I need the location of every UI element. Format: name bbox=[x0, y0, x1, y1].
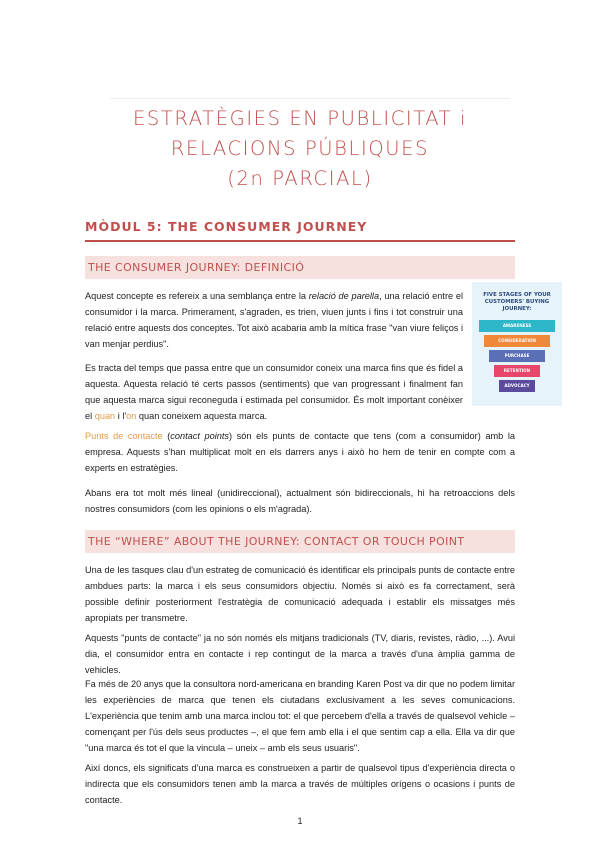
paragraph-bidirectional: Abans era tot molt més lineal (unidireccional), actualment són bidireccionals, hi ha retroaccions dels nostres consumidors (com les opinions o els m'agrada). bbox=[85, 488, 515, 514]
title-line-3: (2n PARCIAL) bbox=[227, 167, 373, 190]
page-number: 1 bbox=[297, 816, 303, 826]
paragraph-contact-points: Punts de contacte (contact points) són els punts de contacte que tens (com a consumidor) amb la empresa. Aquests s'han multiplicat molt en els darrers anys i això ho hem de tenir en compte com a experts en estratègies. bbox=[85, 431, 515, 473]
paragraph-touchpoint-3: Fa més de 20 anys que la consultora nord-americana en branding Karen Post va dir que no podem limitar les experiències de marca que tenen els ciutadans exclusivament a les seves comunicacions. L'experiència que tenim amb una marca inclou tot: el que percebem d'ella a través de qualsevol vehicle – començant per l'ús dels seus productes –, el que fem amb ella i el que sentim cap a ella. Ella va dir que "una marca és tot el que la vincula – uneix – amb els seus usuaris". bbox=[85, 679, 516, 753]
section-heading-touch-point: THE “WHERE” ABOUT THE JOURNEY: CONTACT OR TOUCH POINT bbox=[85, 530, 515, 553]
top-divider bbox=[110, 98, 510, 99]
title-line-1: ESTRATÈGIES EN PUBLICITAT i bbox=[132, 107, 468, 130]
highlight-contact-points: Punts de contacte bbox=[85, 431, 163, 441]
paragraph-touchpoint-4: Així doncs, els significats d'una marca es construeixen a partir de qualsevol tipus d'experiència directa o indirecta que els consumidors tenen amb la marca a través de múltiples orígens o ocasions i punts de contacte. bbox=[85, 763, 515, 805]
highlight-quan: quan bbox=[94, 411, 116, 421]
module-heading: MÒDUL 5: THE CONSUMER JOURNEY bbox=[85, 219, 515, 242]
paragraph-definition-2: Es tracta del temps que passa entre que un consumidor coneix una marca fins que és fidel a aquesta. Aquesta relació té certs passos (sentiments) que van progressant i finalment fan que aquesta marca sigui reconeguda i estimada pel consumidor. És molt important conèixer el quan i l'on quan coneixem aquesta marca. bbox=[85, 363, 463, 421]
funnel-stage-consideration: CONSIDERATION bbox=[484, 335, 550, 347]
funnel-stage-advocacy: ADVOCACY bbox=[499, 380, 535, 392]
paragraph-touchpoint-1: Una de les tasques clau d'un estrateg de comunicació és identificar els principals punts de contacte entre ambdues parts: la marca i els seus consumidors objectiu. Només si això es fa correctament, serà possible definir posteriorment l'estratègia de comunicació adequada i establir els missatges més apropiats per transmetre. bbox=[85, 565, 515, 623]
paragraph-definition-1: Aquest concepte es refereix a una semblança entre la relació de parella, una relació entre el consumidor i la marca. Primerament, s'agraden, es trien, viuen junts i fins i tot construir una relació entre aquests dos conceptes. Tot això acabaria amb la mítica frase "van viure feliços i van menjar perdius". bbox=[85, 291, 464, 349]
document-title bbox=[60, 104, 540, 194]
funnel-diagram bbox=[479, 320, 555, 395]
highlight-on: on bbox=[126, 411, 137, 421]
funnel-stage-retention: RETENTION bbox=[494, 365, 540, 377]
title-line-2: RELACIONS PÚBLIQUES bbox=[170, 137, 430, 160]
paragraph-touchpoint-2: Aquests "punts de contacte" ja no són només els mitjans tradicionals (TV, diaris, revistes, ràdio, ...). Avui dia, el consumidor entra en contacte i rep contingut de la marca a través d'una àmplia gamma de vehicles. bbox=[85, 633, 515, 675]
buying-journey-infographic bbox=[472, 282, 562, 406]
section-heading-definition: THE CONSUMER JOURNEY: DEFINICIÓ bbox=[85, 256, 515, 279]
funnel-stage-awareness: AWARENESS bbox=[479, 320, 555, 332]
infographic-title: FIVE STAGES OF YOUR CUSTOMERS' BUYING JOURNEY: bbox=[483, 292, 551, 312]
funnel-stage-purchase: PURCHASE bbox=[489, 350, 545, 362]
